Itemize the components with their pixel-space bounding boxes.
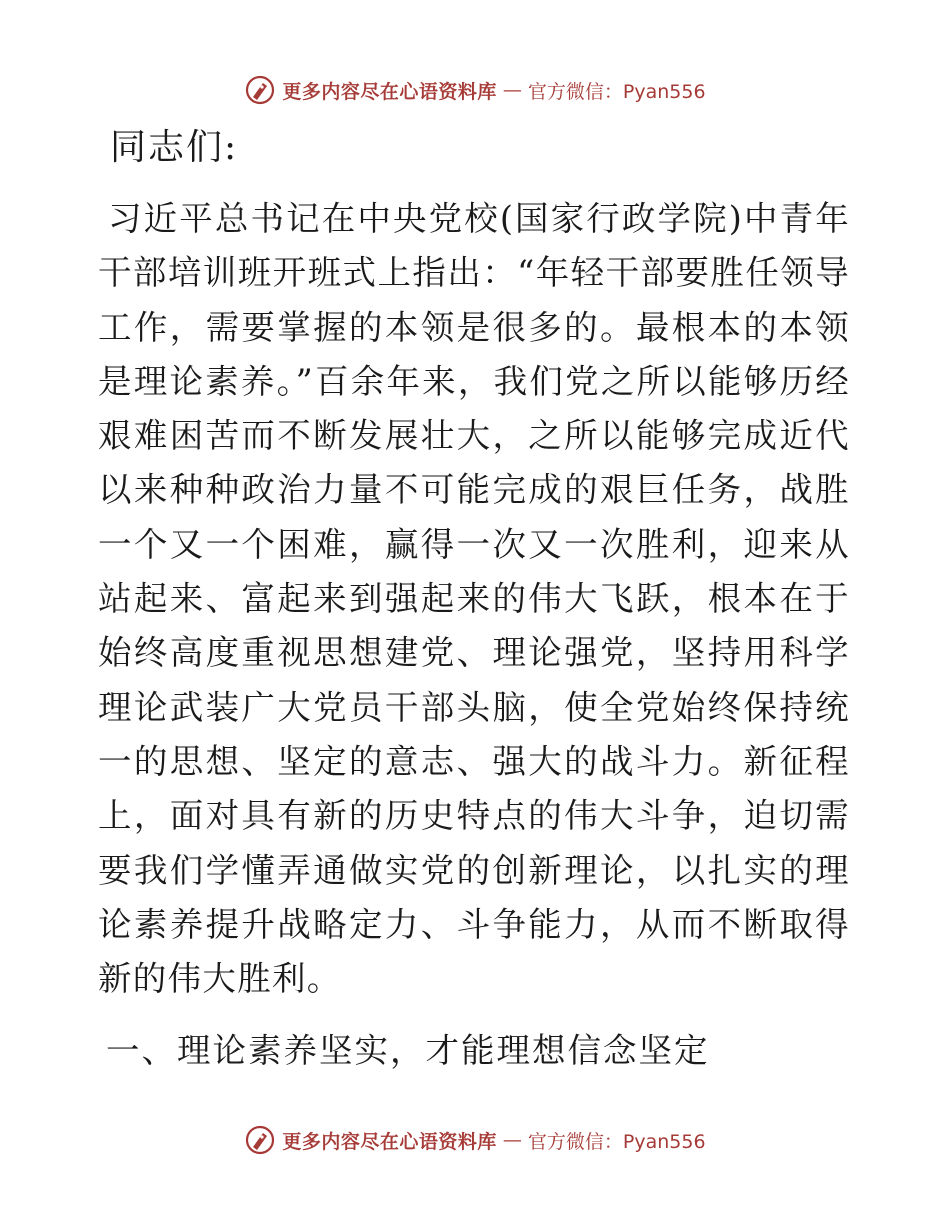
section-heading: 一、理论素养坚实，才能理想信念坚定 — [106, 1031, 710, 1071]
banner-contact: 官方微信：Pyan556 — [527, 80, 706, 103]
body-paragraph: 习近平总书记在中央党校(国家行政学院)中青年干部培训班开班式上指出：“年轻干部要胜任领导工作，需要掌握的本领是很多的。最根本的本领是理论素养。”百余年来，我们党之所以能够历经艰难困苦而不断发展壮大，之所以能够完成近代以来种种政治力量不可能完成的艰巨任务，战胜一个又一个困难，赢得一次又一次胜利，迎来从站起来、富起来到强起来的伟大飞跃，根本在于始终高度重视思想建党、理论强党，坚持用科学理论武装广大党员干部头脑，使全党始终保持统一的思想、坚定的意志、强大的战斗力。新征程上，面对具有新的历史特点的伟大斗争，迫切需要我们学懂弄通做实党的创新理论，以扎实的理论素养提升战略定力、斗争能力，从而不断取得新的伟大胜利。 — [98, 199, 850, 999]
pen-nib-logo-icon — [244, 74, 276, 106]
header-banner — [0, 70, 950, 110]
banner-separator: — — [502, 1129, 522, 1151]
footer-banner — [0, 1120, 950, 1160]
document-body — [98, 122, 850, 1078]
banner-text: 更多内容尽在心语资料库 — [282, 80, 497, 103]
banner-contact: 官方微信：Pyan556 — [527, 1130, 706, 1153]
pen-nib-logo-icon — [244, 1124, 276, 1156]
salutation: 同志们: — [110, 127, 239, 168]
banner-separator: — — [502, 79, 522, 101]
banner-text: 更多内容尽在心语资料库 — [282, 1130, 497, 1153]
